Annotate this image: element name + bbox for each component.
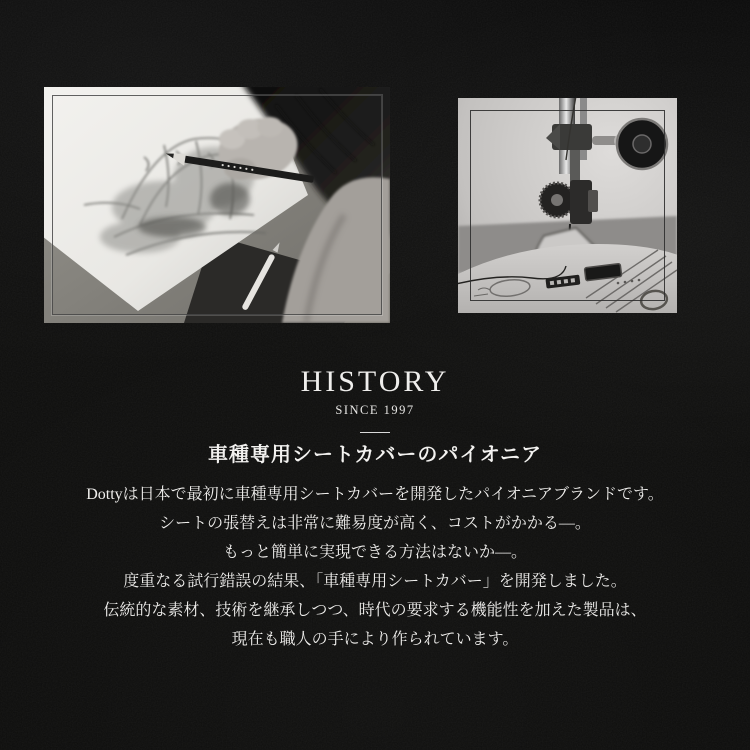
body-line: 現在も職人の手により作られています。 [231, 631, 519, 648]
body-line: Dottyは日本で最初に車種専用シートカバーを開発したパイオニアブランドです。 [86, 486, 664, 503]
body-line: もっと簡単に実現できる方法はないか―。 [222, 544, 527, 561]
body-line: 伝統的な素材、技術を継承しつつ、時代の要求する機能性を加えた製品は、 [103, 602, 647, 619]
divider-rule [360, 432, 390, 433]
section-headline: 車種専用シートカバーのパイオニア [208, 444, 542, 466]
sketching-hand-photo [44, 87, 390, 323]
section-subtitle: SINCE 1997 [335, 403, 415, 417]
body-line: 度重なる試行錯誤の結果、「車種専用シートカバー」を開発しました。 [123, 573, 627, 590]
body-line: シートの張替えは非常に難易度が高く、コストがかかる―。 [159, 515, 591, 532]
history-body [0, 480, 750, 654]
sewing-machine-photo [458, 98, 677, 313]
section-title: HISTORY [300, 365, 450, 398]
